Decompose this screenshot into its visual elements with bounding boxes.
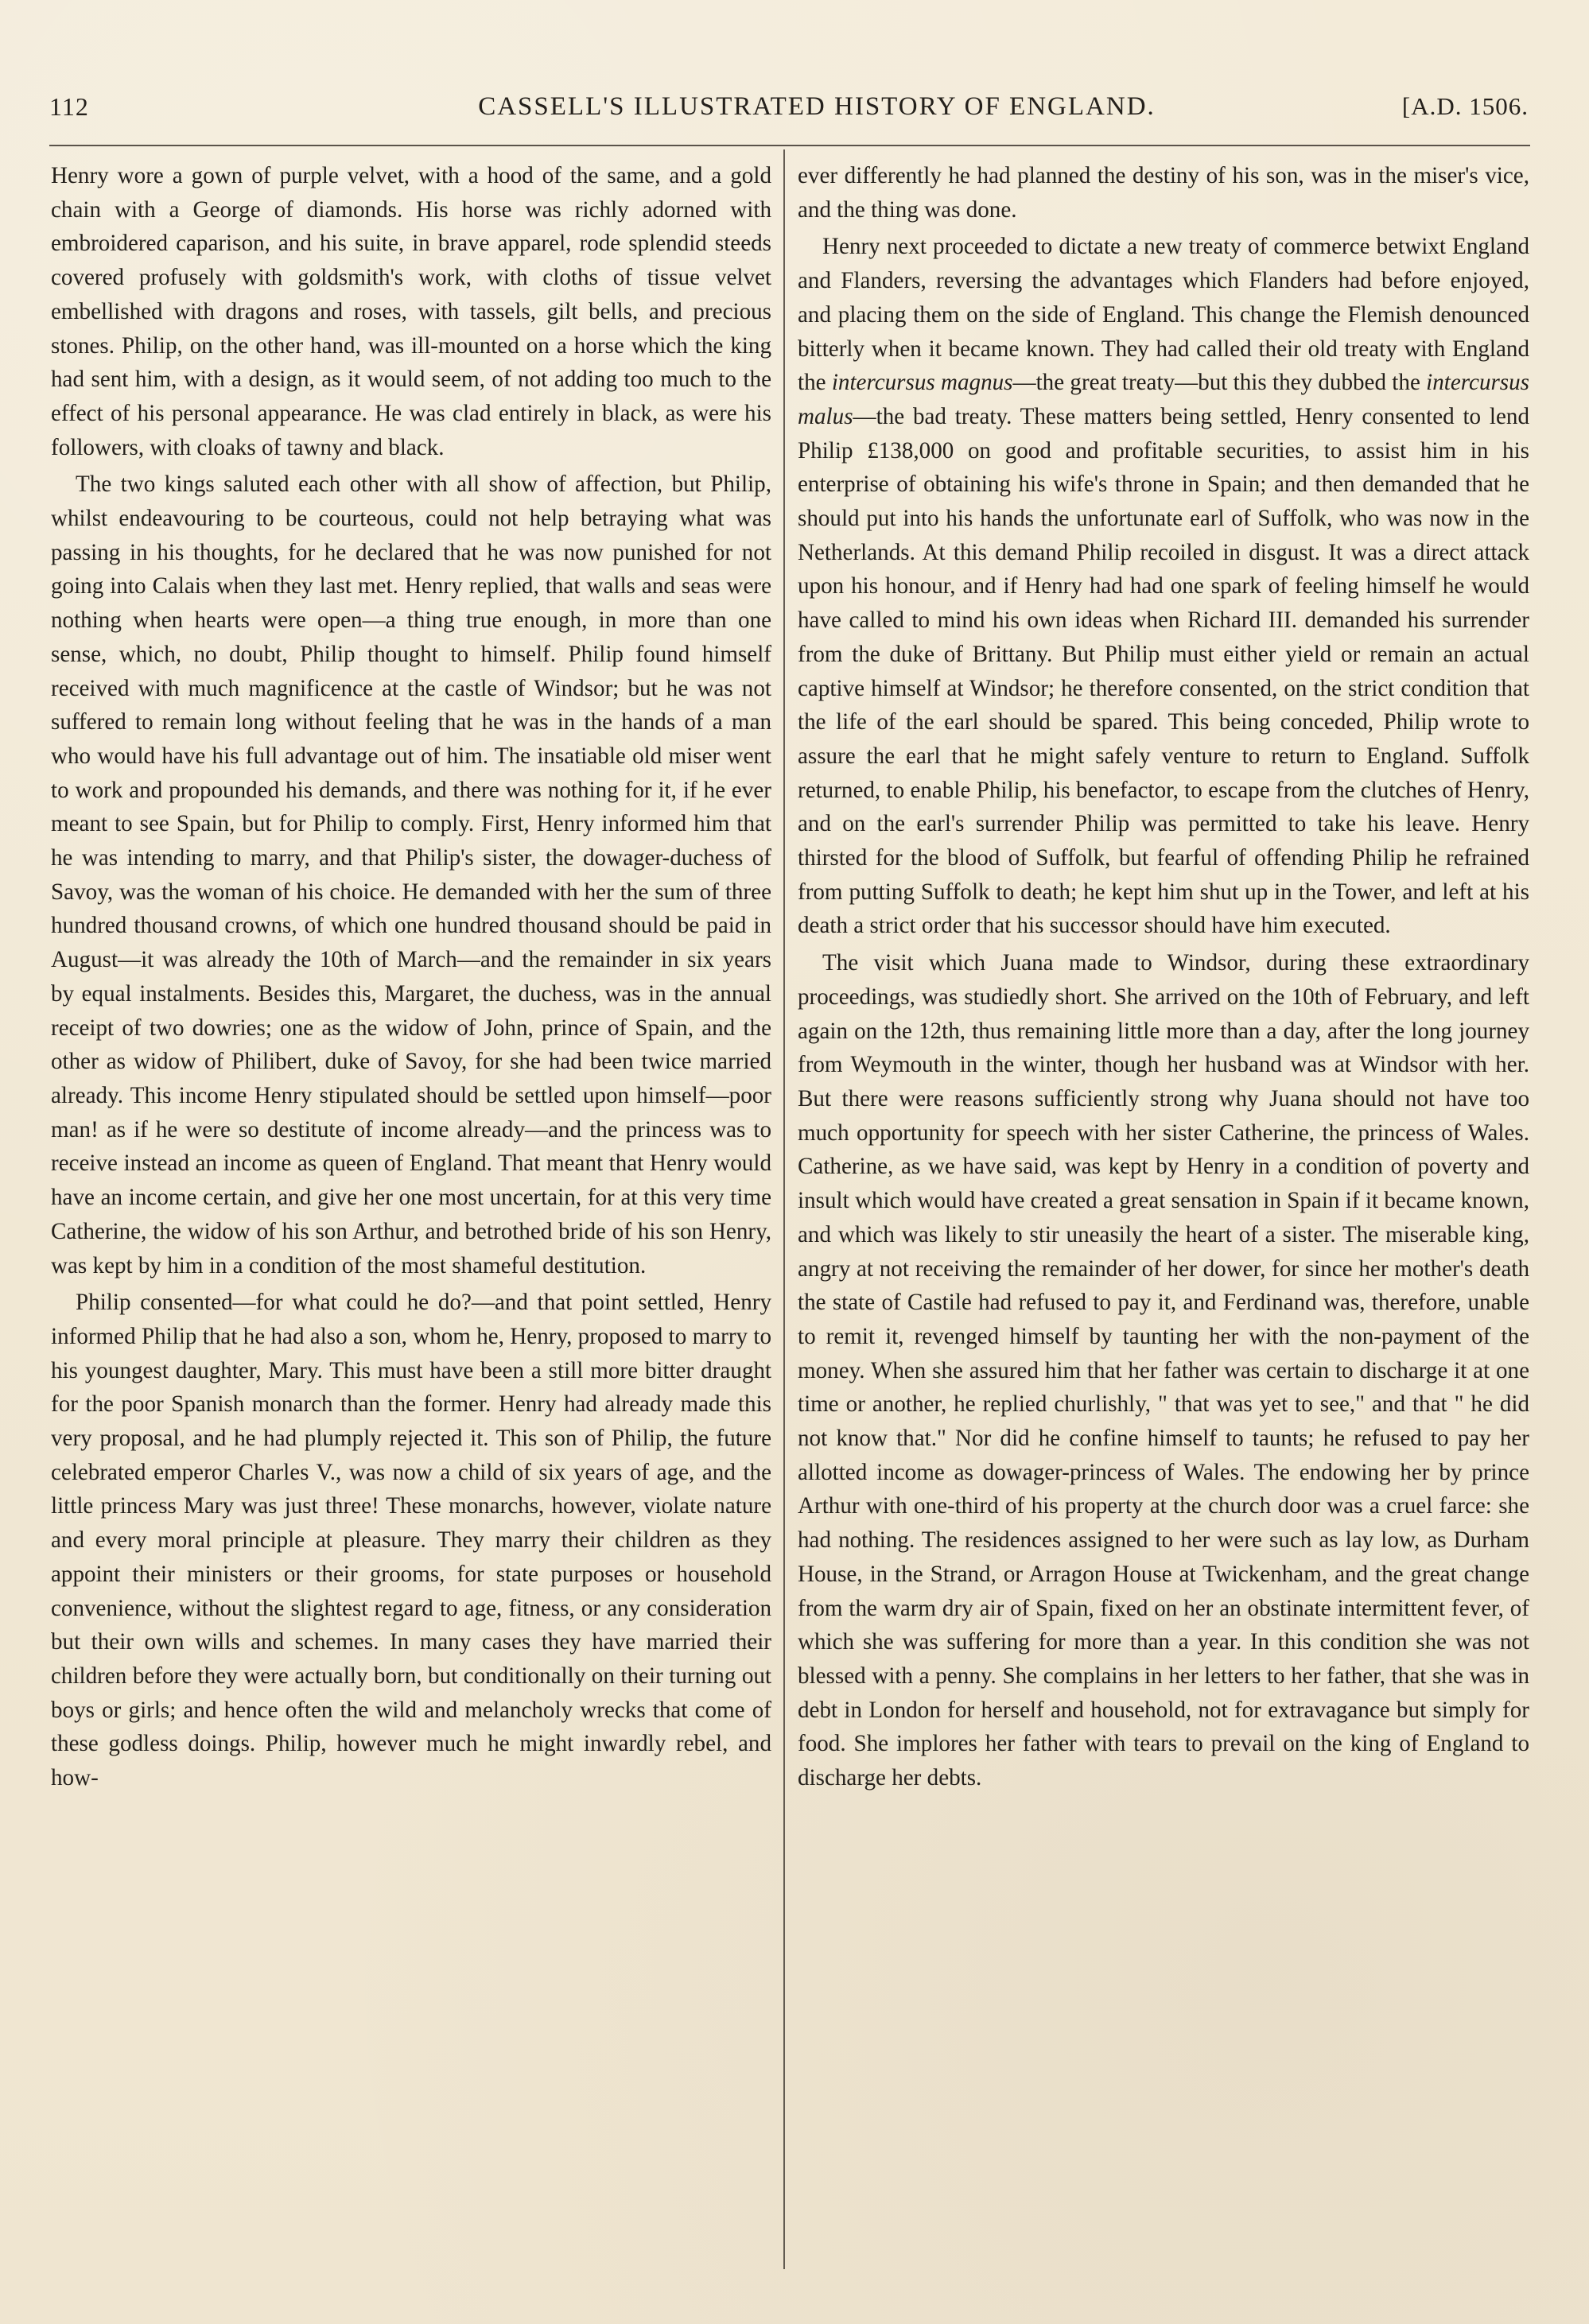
page-number: 112 xyxy=(49,92,89,121)
right-column xyxy=(798,159,1529,2266)
paragraph xyxy=(798,230,1529,943)
paragraph: Philip consented—for what could he do?—and that point settled, Henry informed Philip that he had also a son, whom he, Henry, proposed to marry to his youngest daughter, Mary. This must have been a still more bitter draught for the poor Spanish monarch than the former. Henry had already made this very proposal, and he had plumply rejected it. This son of Philip, the future celebrated emperor Charles V., was now a child of six years of age, and the little princess Mary was just three! These monarchs, however, violate nature and every moral principle at pleasure. They marry their children as they appoint their ministers or their grooms, for state purposes or household convenience, without the slightest regard to age, fitness, or any consideration but their own wills and schemes. In many cases they have married their children before they were actually born, but conditionally on their turning out boys or girls; and hence often the wild and melancholy wrecks that come of these godless doings. Philip, however much he might inwardly rebel, and how- xyxy=(51,1290,771,1791)
page-header xyxy=(49,92,1530,129)
paragraph xyxy=(798,946,1529,1795)
paragraph-text: ever differently he had planned the destiny of his son, was in the miser's vice, and the thing was done. xyxy=(798,163,1529,223)
paragraph-text: —the bad treaty. These matters being settled, Henry consented to lend Philip £138,000 on good and profitable securities, to assist him in his enterprise of obtaining his wife's throne in Spain; and then demanded that he should put into his hands the unfortunate earl of Suffolk, who was now in the Netherlands. At this demand Philip recoiled in disgust. It was a direct attack upon his honour, and if Henry had had one spark of feeling himself he would have called to mind his own ideas when Richard III. demanded his surrender from the duke of Brittany. But Philip must either yield or remain an actual captive himself at Windsor; he therefore consented, on the strict condition that the life of the earl should be spared. This being conceded, Philip wrote to assure the earl that he might safely venture to return to England. Suffolk returned, to enable Philip, his benefactor, to escape from the clutches of Henry, and on the earl's surrender Philip was permitted to take his leave. Henry thirsted for the blood of Suffolk, but fearful of offending Philip he refrained from putting Suffolk to death; he kept him shut up in the Tower, and left at his death a strict order that his successor should have him executed. xyxy=(798,403,1529,939)
italic-term: intercursus malus xyxy=(798,370,1529,429)
italic-term: intercursus magnus xyxy=(831,370,1013,396)
paragraph: The two kings saluted each other with all show of affection, but Philip, whilst endeavouring to be courteous, could not help betraying what was passing in his thoughts, for he declared that he was now punished for not going into Calais when they last met. Henry replied, that walls and seas were nothing when hearts were open—a thing true enough, in more than one sense, which, no doubt, Philip thought to himself. Philip found himself received with much magnificence at the castle of Windsor; but he was not suffered to remain long without feeling that he was in the hands of a man who would have his full advantage out of him. The insatiable old miser went to work and propounded his demands, and there was nothing for it, if he ever meant to see Spain, but for Philip to comply. First, Henry informed him that he was intending to marry, and that Philip's sister, the dowager-duchess of Savoy, was the woman of his choice. He demanded with her the sum of three hundred thousand crowns, of which one hundred thousand should be paid in August—it was already the 10th of March—and the remainder in six years by equal instalments. Besides this, Margaret, the duchess, was in the annual receipt of two dowries; one as the widow of John, prince of Spain, and the other as widow of Philibert, duke of Savoy, for she had been twice married already. This income Henry stipulated should be settled upon himself—poor man! as if he were so destitute of income already—and the princess was to receive instead an income as queen of England. That meant that Henry would have an income certain, and give her one most uncertain, for at this very time Catherine, the widow of his son Arthur, and betrothed bride of his son Henry, was kept by him in a condition of the most shameful destitution. xyxy=(51,471,771,1278)
paragraph-text: Henry next proceeded to dictate a new treaty of commerce betwixt England and Flanders, reversing the advantages which Flanders had before enjoyed, and placing them on the side of England. This change the Flemish denounced bitterly when it became known. They had called their old treaty with England the xyxy=(798,234,1529,396)
paragraph-text: —the great treaty—but this they dubbed the xyxy=(1012,370,1427,396)
paragraph xyxy=(798,159,1529,227)
header-date: [A.D. 1506. xyxy=(1401,92,1529,120)
left-column xyxy=(51,159,771,2266)
paragraph-text: The visit which Juana made to Windsor, during these extraordinary proceedings, was studiedly short. She arrived on the 10th of February, and left again on the 12th, thus remaining little more than a day, after the long journey from Weymouth in the winter, though her husband was at Windsor with her. But there were reasons sufficiently strong why Juana should not have too much opportunity for speech with her sister Catherine, the princess of Wales. Catherine, as we have said, was kept by Henry in a condition of poverty and insult which would have created a great sensation in Spain if it became known, and which was likely to stir uneasily the heart of a sister. The miserable king, angry at not receiving the remainder of her dower, for since her mother's death the state of Castile had refused to pay it, and Ferdinand was, therefore, unable to remit it, revenged himself by taunting her with the non-payment of the money. When she assured him that her father was certain to discharge it at one time or another, he replied churlishly, " that was yet to see," and that " he did not know that." Nor did he confine himself to taunts; he refused to pay her allotted income as dowager-princess of Wales. The endowing her by prince Arthur with one-third of his property at the church door was a cruel farce: she had nothing. The residences assigned to her were such as lay low, as Durham House, in the Strand, or Arragon House at Twickenham, and the great change from the warm dry air of Spain, fixed on her an obstinate intermittent fever, of which she was suffering for more than a year. In this condition she was not blessed with a penny. She complains in her letters to her father, that she was in debt in London for herself and household, not for extravagance but simply for food. She implores her father with tears to prevail on the king of England to discharge her debts. xyxy=(798,950,1529,1791)
header-rule xyxy=(49,145,1530,146)
running-title: CASSELL'S ILLUSTRATED HISTORY OF ENGLAND. xyxy=(478,92,1156,121)
paragraph: Henry wore a gown of purple velvet, with a hood of the same, and a gold chain with a George of diamonds. His horse was richly adorned with embroidered caparison, and his suite, in brave apparel, rode splendid steeds covered profusely with goldsmith's work, with cloths of tissue velvet embellished with dragons and roses, with tassels, gilt bells, and precious stones. Philip, on the other hand, was ill-mounted on a horse which the king had sent him, with a design, as it would seem, of not adding too much to the effect of his personal appearance. He was clad entirely in black, as were his followers, with cloaks of tawny and black. xyxy=(51,163,771,460)
column-divider xyxy=(783,149,785,2269)
